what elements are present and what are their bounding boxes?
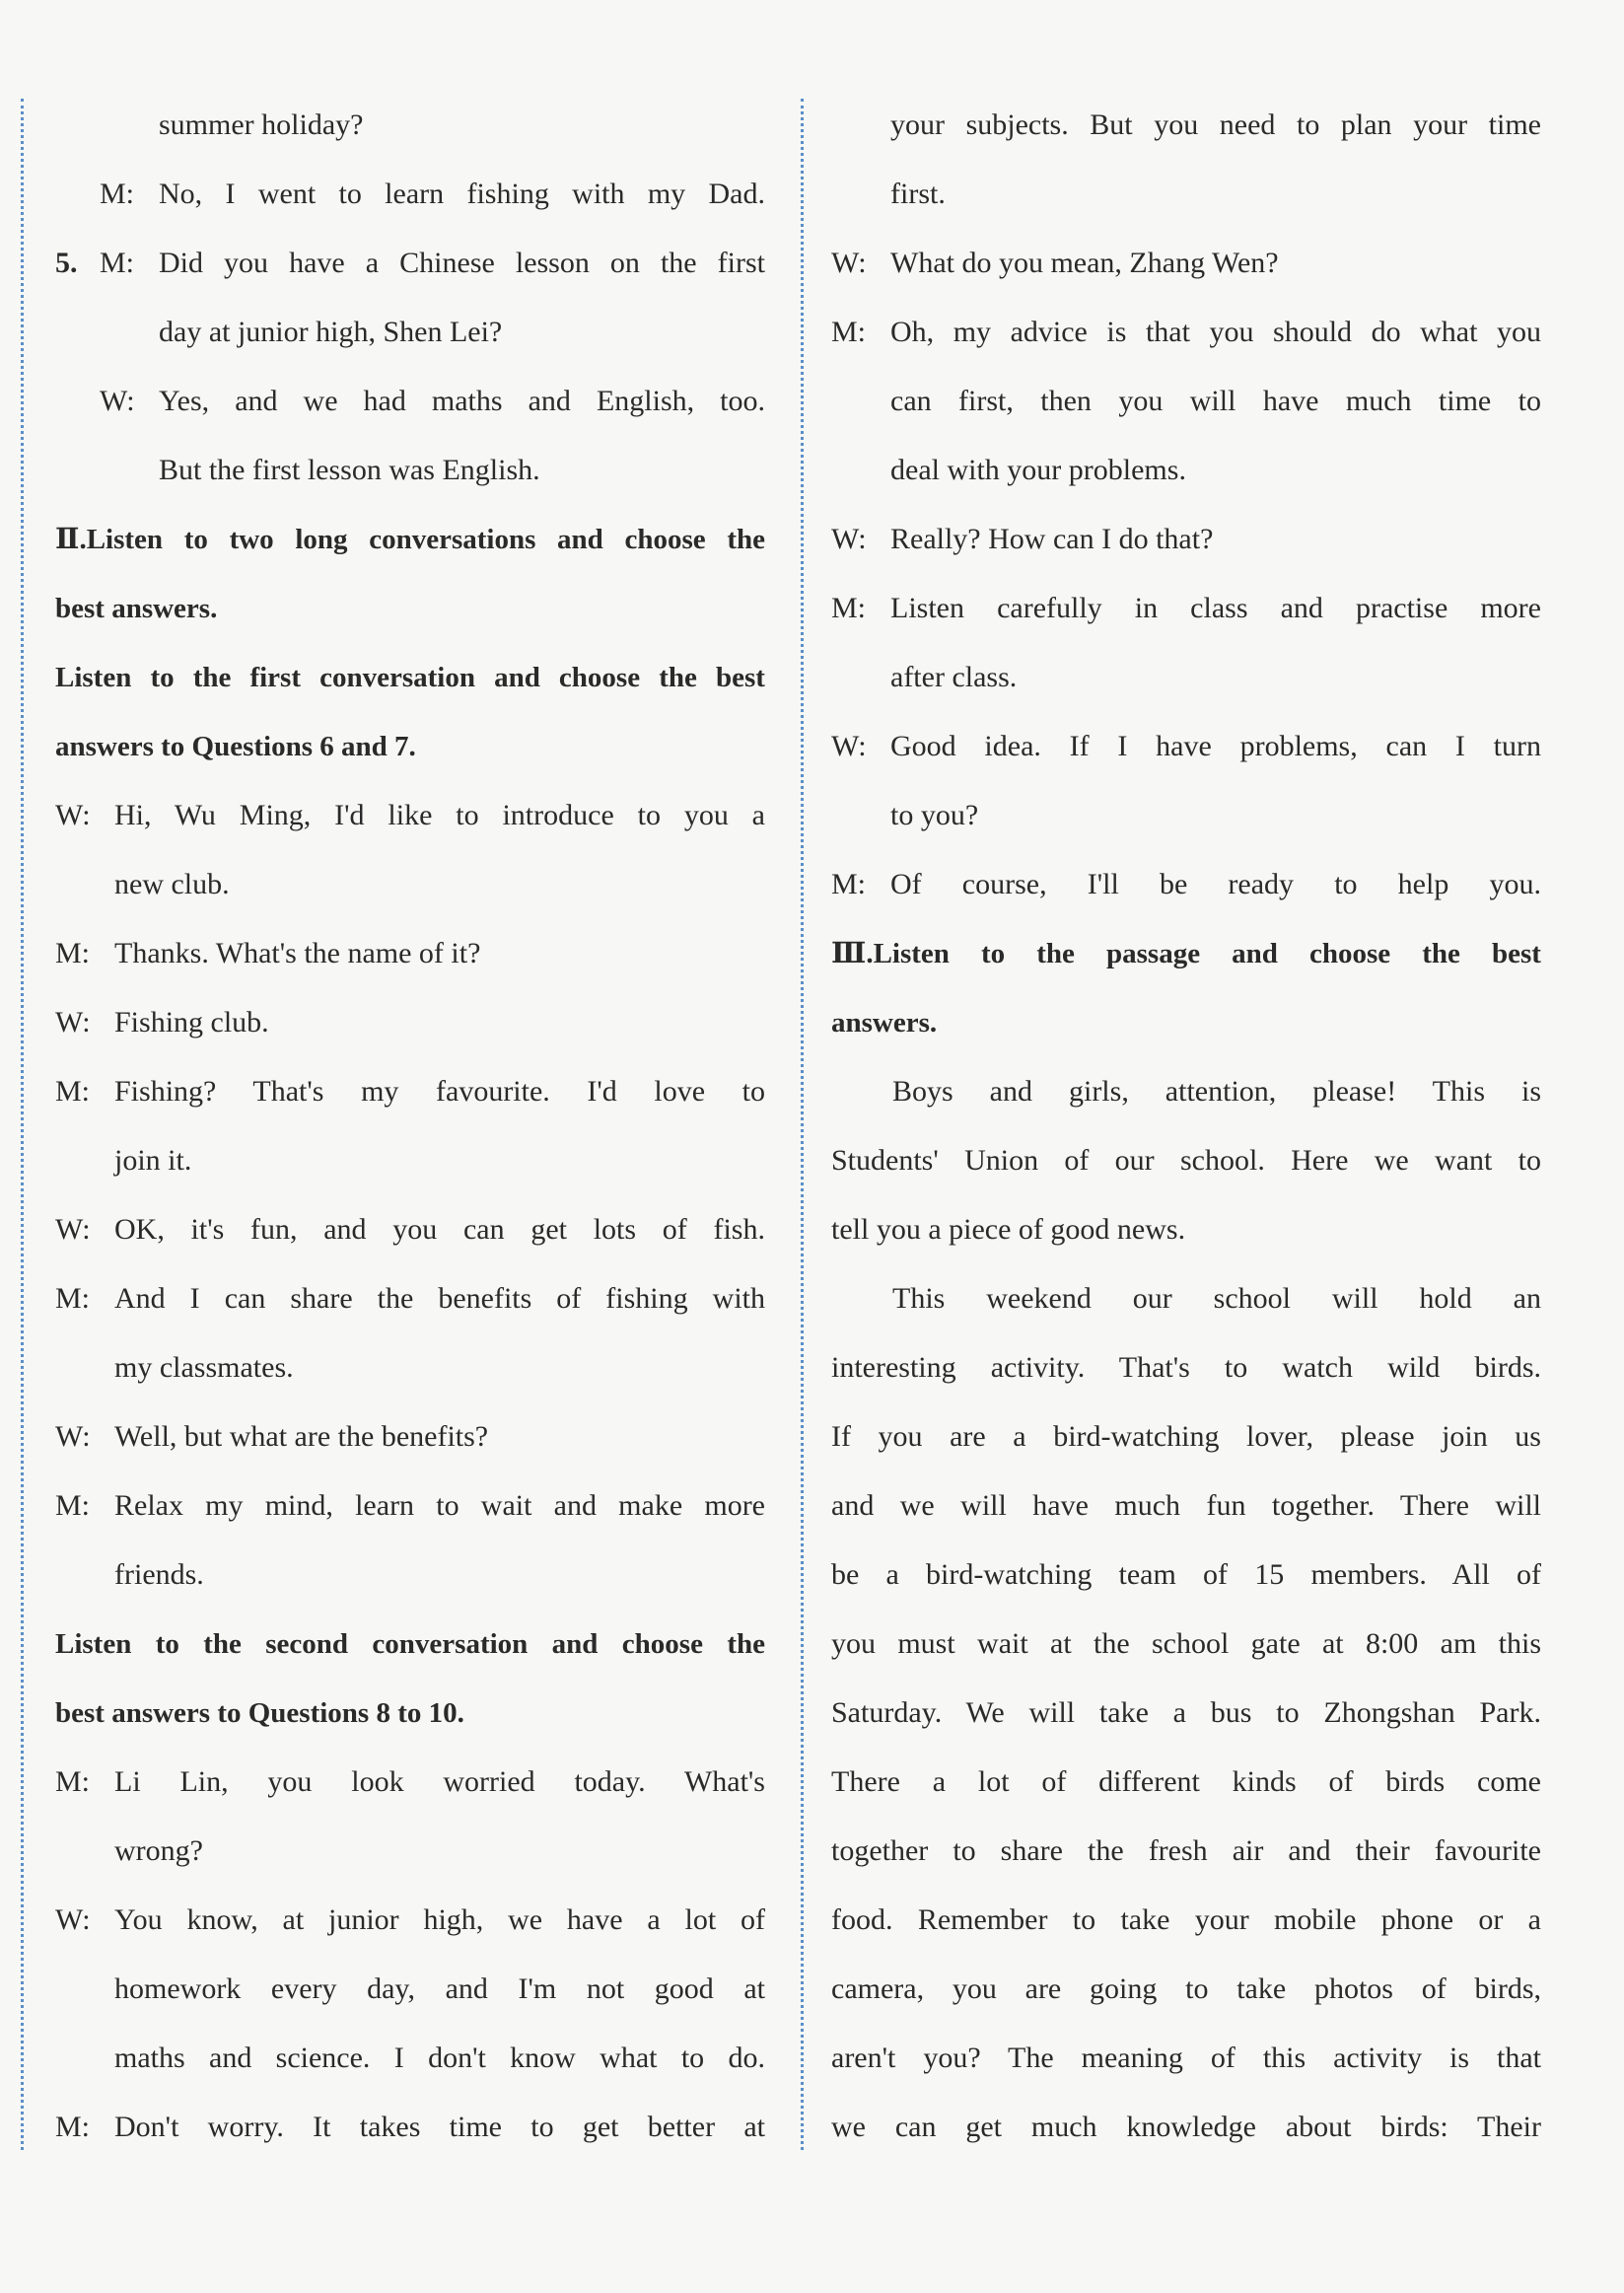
speaker-label: M:	[831, 592, 867, 624]
line-text: OK, it's fun, and you can get lots of fish.	[114, 1213, 765, 1246]
line-text: What do you mean, Zhang Wen?	[890, 247, 1279, 279]
heading-word: passage	[1106, 938, 1201, 969]
dialog-line	[55, 298, 765, 367]
line-text: my classmates.	[114, 1351, 294, 1384]
dialog-line	[55, 1471, 765, 1541]
heading-lead: Ⅲ.Listen	[831, 938, 950, 969]
passage-line	[831, 1610, 1541, 1679]
passage-line	[831, 1195, 1541, 1264]
dialog-line	[55, 1195, 765, 1264]
passage-line	[831, 1679, 1541, 1748]
line-text: Li Lin, you look worried today. What's	[114, 1765, 765, 1798]
heading-word: to	[981, 938, 1006, 969]
line-text: food. Remember to take your mobile phone or a	[831, 1903, 1541, 1936]
line-text: Did you have a Chinese lesson on the first	[159, 247, 765, 279]
dialog-line	[55, 1955, 765, 2024]
dialog-line	[55, 1126, 765, 1195]
line-text: day at junior high, Shen Lei?	[159, 316, 503, 348]
dialog-line	[55, 988, 765, 1057]
section-heading-line	[55, 1610, 765, 1679]
heading-lead: Ⅱ.Listen	[55, 524, 164, 555]
speaker-label: W:	[55, 1903, 91, 1936]
speaker-label: W:	[55, 1006, 91, 1039]
speaker-label: M:	[55, 1075, 91, 1108]
dialog-line	[831, 643, 1541, 712]
heading-word: best	[715, 662, 765, 693]
heading-word: and	[494, 662, 540, 693]
line-text: new club.	[114, 868, 230, 900]
line-text: deal with your problems.	[890, 454, 1186, 486]
heading-word: conversation	[319, 662, 475, 693]
line-text: tell you a piece of good news.	[831, 1213, 1186, 1246]
line-text: Well, but what are the benefits?	[114, 1420, 489, 1453]
line-text: and we will have much fun together. There will	[831, 1489, 1541, 1522]
speaker-label: W:	[55, 1213, 91, 1246]
line-text: camera, you are going to take photos of birds,	[831, 1972, 1541, 2005]
speaker-label: M:	[831, 316, 867, 348]
heading-word: to	[150, 662, 175, 693]
line-text: we can get much knowledge about birds: Their	[831, 2111, 1541, 2143]
heading-word: two	[229, 524, 274, 555]
passage-line	[831, 1402, 1541, 1471]
heading-word: Listen	[55, 662, 132, 693]
heading-word: conversations	[369, 524, 536, 555]
dialog-line	[55, 229, 765, 298]
heading-word: Listen	[55, 1628, 132, 1660]
dialog-line	[55, 91, 765, 160]
heading-text: answers to Questions 6 and 7.	[55, 731, 416, 762]
line-text: This weekend our school will hold an	[892, 1282, 1541, 1315]
section-heading-line	[55, 1679, 765, 1748]
speaker-label: W:	[831, 730, 867, 762]
speaker-label: W:	[100, 385, 135, 417]
dialog-line	[55, 2024, 765, 2093]
line-text: Oh, my advice is that you should do what you	[890, 316, 1541, 348]
section-heading-line	[55, 505, 765, 574]
heading-word: and	[1232, 938, 1278, 969]
heading-word: long	[295, 524, 348, 555]
line-text: And I can share the benefits of fishing with	[114, 1282, 765, 1315]
section-heading-line	[55, 712, 765, 781]
passage-line	[831, 1955, 1541, 2024]
line-text: you must wait at the school gate at 8:00 am this	[831, 1627, 1541, 1660]
section-heading-line	[831, 988, 1541, 1057]
dialog-line	[831, 712, 1541, 781]
line-text: Saturday. We will take a bus to Zhongshan Park.	[831, 1696, 1541, 1729]
speaker-label: W:	[55, 1420, 91, 1453]
speaker-label: W:	[55, 799, 91, 831]
heading-word: first	[249, 662, 301, 693]
heading-word: choose	[1309, 938, 1391, 969]
speaker-label: W:	[831, 247, 867, 279]
line-text: first.	[890, 178, 946, 210]
section-roman-numeral: Ⅲ.	[831, 938, 874, 969]
dialog-line	[831, 781, 1541, 850]
dialog-line	[831, 850, 1541, 919]
dialog-line	[55, 1402, 765, 1471]
left-column	[55, 91, 765, 2162]
passage-line	[831, 2093, 1541, 2162]
passage-line	[831, 1126, 1541, 1195]
line-text: Yes, and we had maths and English, too.	[159, 385, 765, 417]
line-text: Students' Union of our school. Here we want to	[831, 1144, 1541, 1177]
speaker-label: M:	[55, 2111, 91, 2143]
speaker-label: M:	[100, 178, 135, 210]
passage-line	[831, 1057, 1541, 1126]
dialog-line	[55, 1748, 765, 1817]
passage-line	[831, 1886, 1541, 1955]
speaker-label: M:	[831, 868, 867, 900]
line-text: Don't worry. It takes time to get better at	[114, 2111, 765, 2143]
dialog-line	[831, 91, 1541, 160]
line-text: interesting activity. That's to watch wild birds.	[831, 1351, 1541, 1384]
heading-word: the	[727, 524, 765, 555]
line-text: You know, at junior high, we have a lot of	[114, 1903, 765, 1936]
heading-text: best answers to Questions 8 to 10.	[55, 1697, 464, 1729]
line-text: Fishing? That's my favourite. I'd love to	[114, 1075, 765, 1108]
heading-word: the	[659, 662, 697, 693]
line-text: Good idea. If I have problems, can I turn	[890, 730, 1541, 762]
dialog-line	[831, 160, 1541, 229]
dialog-line	[55, 436, 765, 505]
passage-line	[831, 1541, 1541, 1610]
line-text: homework every day, and I'm not good at	[114, 1972, 765, 2005]
line-text: Fishing club.	[114, 1006, 269, 1039]
dialog-line	[831, 505, 1541, 574]
line-text: your subjects. But you need to plan your time	[890, 108, 1541, 141]
line-text: Hi, Wu Ming, I'd like to introduce to you a	[114, 799, 765, 831]
passage-line	[831, 1817, 1541, 1886]
dialog-line	[55, 919, 765, 988]
line-text: summer holiday?	[159, 108, 364, 141]
line-text: friends.	[114, 1558, 204, 1591]
line-text: be a bird-watching team of 15 members. All of	[831, 1558, 1541, 1591]
dialog-line	[55, 1333, 765, 1402]
dialog-line	[55, 1817, 765, 1886]
heading-word: the	[727, 1628, 765, 1660]
line-text: Listen carefully in class and practise more	[890, 592, 1541, 624]
line-text: No, I went to learn fishing with my Dad.	[159, 178, 765, 210]
speaker-label: W:	[831, 523, 867, 555]
heading-word: conversation	[372, 1628, 529, 1660]
section-heading-line	[831, 919, 1541, 988]
dialog-line	[831, 298, 1541, 367]
dialog-line	[55, 1057, 765, 1126]
heading-word: and	[551, 1628, 599, 1660]
passage-line	[831, 1333, 1541, 1402]
heading-word: choose	[558, 662, 641, 693]
dialog-line	[831, 436, 1541, 505]
heading-word: to	[183, 524, 208, 555]
line-text: join it.	[114, 1144, 192, 1177]
line-text: aren't you? The meaning of this activity is that	[831, 2042, 1541, 2074]
passage-line	[831, 1471, 1541, 1541]
passage-line	[831, 1264, 1541, 1333]
dialog-line	[55, 160, 765, 229]
speaker-label: M:	[55, 937, 91, 969]
section-heading-line	[55, 574, 765, 643]
line-text: to you?	[890, 799, 979, 831]
line-text: together to share the fresh air and their favourite	[831, 1834, 1541, 1867]
heading-text: answers.	[831, 1007, 938, 1039]
left-margin-dotted-rule	[21, 99, 24, 2150]
speaker-label: M:	[100, 247, 135, 279]
center-dotted-rule	[801, 99, 804, 2150]
heading-word: second	[265, 1628, 349, 1660]
dialog-line	[55, 781, 765, 850]
question-number: 5.	[55, 247, 78, 279]
dialog-line	[55, 1541, 765, 1610]
passage-line	[831, 2024, 1541, 2093]
right-column	[831, 91, 1541, 2162]
heading-word: the	[1036, 938, 1075, 969]
dialog-line	[55, 1264, 765, 1333]
line-text: Thanks. What's the name of it?	[114, 937, 481, 969]
line-text: If you are a bird-watching lover, please join us	[831, 1420, 1541, 1453]
speaker-label: M:	[55, 1282, 91, 1315]
heading-word: to	[155, 1628, 179, 1660]
heading-word: the	[192, 662, 232, 693]
dialog-line	[831, 367, 1541, 436]
section-roman-numeral: Ⅱ.	[55, 524, 87, 555]
speaker-label: M:	[55, 1489, 91, 1522]
line-text: Relax my mind, learn to wait and make more	[114, 1489, 765, 1522]
heading-word: the	[1422, 938, 1460, 969]
dialog-line	[55, 850, 765, 919]
line-text: But the first lesson was English.	[159, 454, 540, 486]
dialog-line	[831, 574, 1541, 643]
heading-word: best	[1492, 938, 1541, 969]
line-text: can first, then you will have much time to	[890, 385, 1541, 417]
line-text: Of course, I'll be ready to help you.	[890, 868, 1541, 900]
passage-line	[831, 1748, 1541, 1817]
line-text: maths and science. I don't know what to do.	[114, 2042, 765, 2074]
section-heading-line	[55, 643, 765, 712]
line-text: Really? How can I do that?	[890, 523, 1214, 555]
dialog-line	[831, 229, 1541, 298]
line-text: Boys and girls, attention, please! This is	[892, 1075, 1541, 1108]
heading-text: best answers.	[55, 593, 218, 624]
speaker-label: M:	[55, 1765, 91, 1798]
line-text: wrong?	[114, 1834, 203, 1867]
heading-word: choose	[621, 1628, 703, 1660]
dialog-line	[55, 1886, 765, 1955]
dialog-line	[55, 367, 765, 436]
line-text: There a lot of different kinds of birds come	[831, 1765, 1541, 1798]
heading-word: choose	[624, 524, 706, 555]
heading-word: and	[557, 524, 603, 555]
line-text: after class.	[890, 661, 1018, 693]
heading-word: the	[203, 1628, 242, 1660]
dialog-line	[55, 2093, 765, 2162]
